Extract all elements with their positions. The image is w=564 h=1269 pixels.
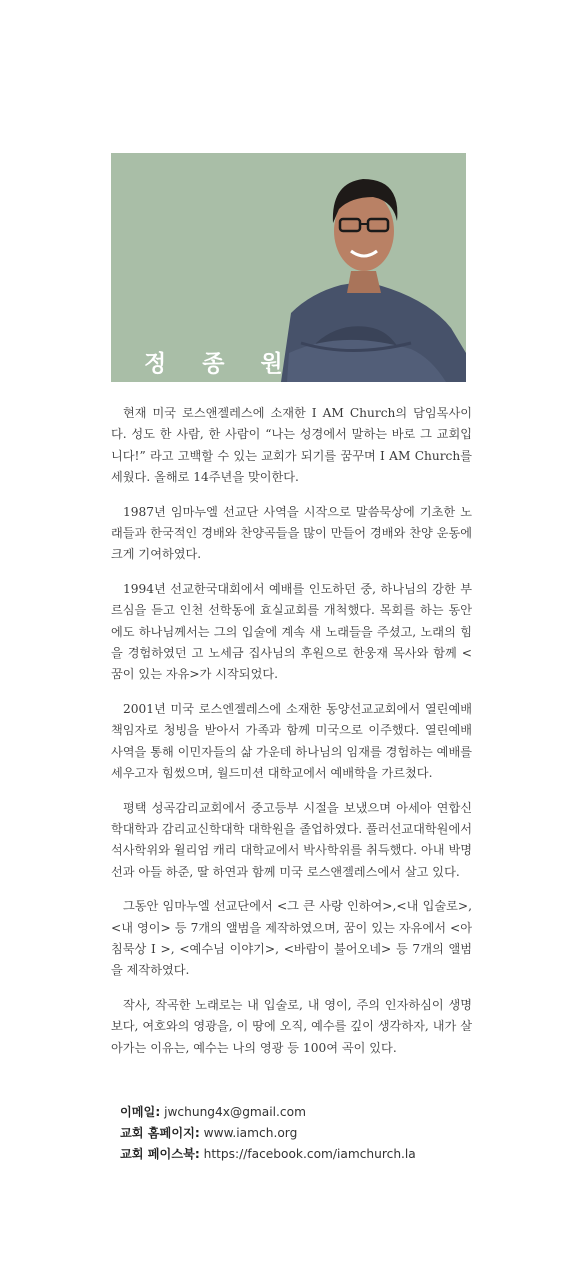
contact-facebook xyxy=(120,1144,416,1165)
bio-paragraph: 1987년 임마누엘 선교단 사역을 시작으로 말씀묵상에 기초한 노래들과 한국적인 경배와 찬양곡들을 많이 만들어 경배와 찬양 운동에 크게 기여하였다. xyxy=(111,504,472,562)
contact-info xyxy=(120,1102,416,1165)
contact-homepage xyxy=(120,1123,416,1144)
bio-paragraph: 평택 성곡감리교회에서 중고등부 시절을 보냈으며 아세아 연합신학대학과 감리교신학대학 대학원을 졸업하였다. 풀러선교대학원에서 석사학위와 윌리엄 캐리 대학교에서 박사학위를 취득했다. 아내 박명선과 아들 하준, 딸 하연과 함께 미국 로스앤젤레스에서 살고 있다. xyxy=(111,800,472,879)
bio-paragraph: 1994년 선교한국대회에서 예배를 인도하던 중, 하나님의 강한 부르심을 듣고 인천 선학동에 효실교회를 개척했다. 목회를 하는 동안에도 하나님께서는 그의 입술에 계속 새 노래들을 주셨고, 노래의 힘을 경험하였던 고 노세금 집사님의 후원으로 한웅재 목사와 함께 <꿈이 있는 자유>가 시작되었다. xyxy=(111,581,472,682)
author-photo xyxy=(111,153,466,382)
bio-paragraph: 그동안 임마누엘 선교단에서 <그 큰 사랑 인하여>,<내 입술로>, <내 영이> 등 7개의 앨범을 제작하였으며, 꿈이 있는 자유에서 <아침묵상 I >, <예수님 이야기>, <바람이 불어오네> 등 7개의 앨범을 제작하였다. xyxy=(111,899,472,978)
facebook-link[interactable]: https://facebook.com/iamchurch.la xyxy=(203,1147,416,1161)
facebook-label: 교회 페이스북: xyxy=(120,1147,200,1161)
email-link[interactable]: jwchung4x@gmail.com xyxy=(164,1105,306,1119)
email-label: 이메일: xyxy=(120,1105,161,1119)
homepage-link[interactable]: www.iamch.org xyxy=(203,1126,298,1140)
homepage-label: 교회 홈페이지: xyxy=(120,1126,200,1140)
author-name: 정 종 원 xyxy=(144,351,297,377)
bio-paragraph: 2001년 미국 로스엔젤레스에 소재한 동양선교교회에서 열린예배 책임자로 청빙을 받아서 가족과 함께 미국으로 이주했다. 열린예배 사역을 통해 이민자들의 삶 가운데 하나님의 임재를 경험하는 예배를 세우고자 힘썼으며, 월드미션 대학교에서 예배학을 가르쳤다. xyxy=(111,701,472,781)
bio-paragraph: 작사, 작곡한 노래로는 내 입술로, 내 영이, 주의 인자하심이 생명보다, 여호와의 영광을, 이 땅에 오직, 예수를 깊이 생각하자, 내가 살아가는 이유는, 예수는 나의 영광 등 100여 곡이 있다. xyxy=(111,997,472,1055)
biography xyxy=(111,403,472,1072)
contact-email xyxy=(120,1102,416,1123)
bio-paragraph: 현재 미국 로스앤젤레스에 소재한 I AM Church의 담임목사이다. 성도 한 사람, 한 사람이 “나는 성경에서 말하는 바로 그 교회입니다!” 라고 고백할 수 있는 교회가 되기를 꿈꾸며 I AM Church를 세웠다. 올해로 14주년을 맞이한다. xyxy=(111,406,472,485)
